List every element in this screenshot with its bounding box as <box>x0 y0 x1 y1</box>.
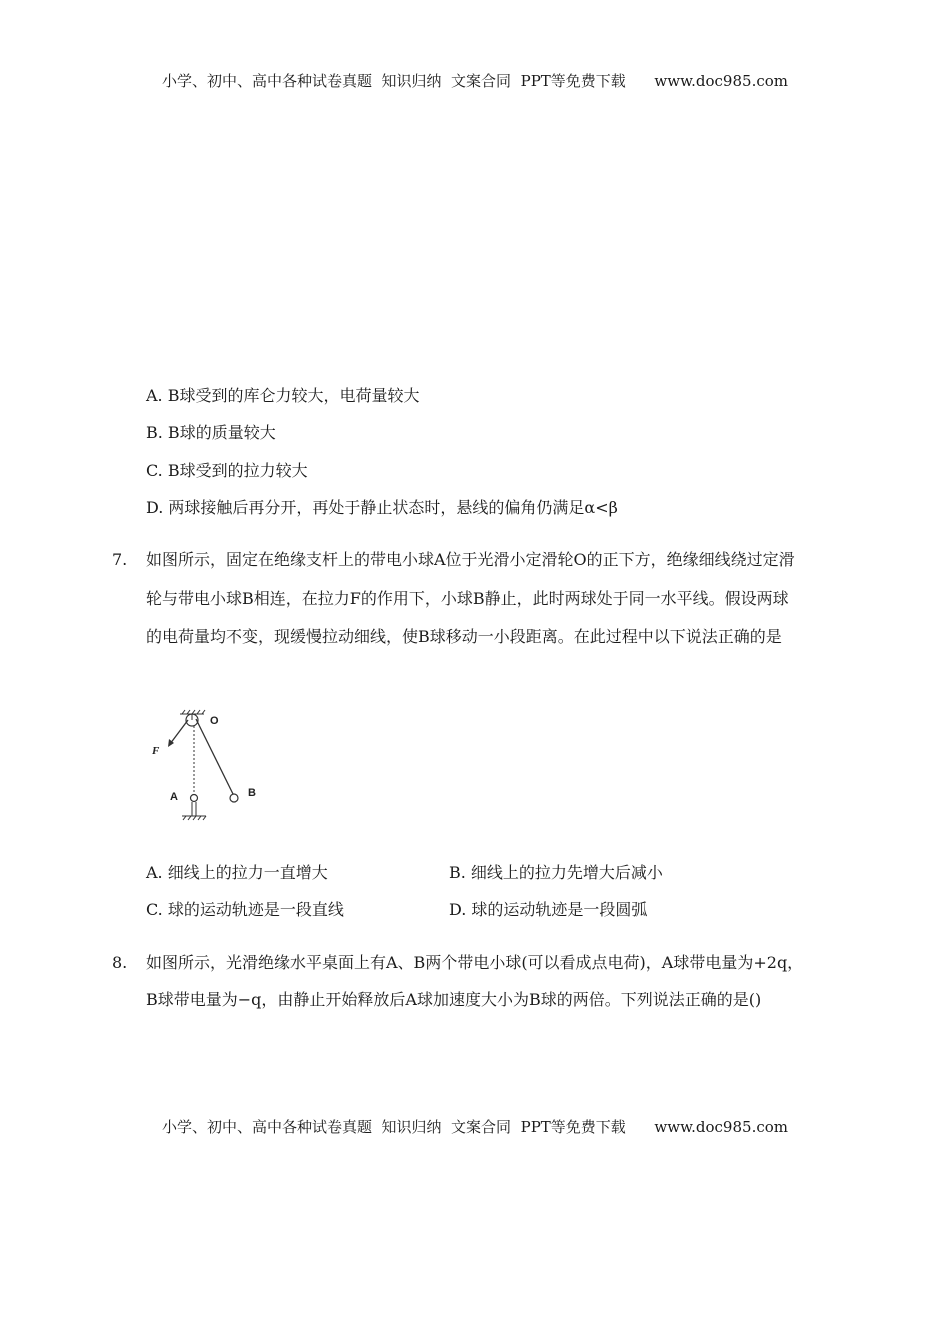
q6-option-a: A. B球受到的库仑力较大，电荷量较大 <box>146 386 420 405</box>
label-b: B <box>248 787 256 799</box>
force-f-line <box>170 720 188 744</box>
q7-stem-line-1: 如图所示，固定在绝缘支杆上的带电小球A位于光滑小定滑轮O的正下方，绝缘细线绕过定滑 <box>146 550 795 569</box>
pulley-diagram <box>144 702 274 828</box>
page-footer: 小学、初中、高中各种试卷真题 知识归纳 文案合同 PPT等免费下载 www.doc985.com <box>161 1118 788 1136</box>
label-f: F <box>152 745 160 757</box>
q8-stem-line-2: B球带电量为−q，由静止开始释放后A球加速度大小为B球的两倍。下列说法正确的是() <box>146 990 762 1009</box>
q7-number: 7. <box>112 550 128 569</box>
q6-option-b: B. B球的质量较大 <box>146 423 276 442</box>
ground-support <box>182 816 206 820</box>
label-o: O <box>210 715 219 727</box>
q8-stem-line-1: 如图所示，光滑绝缘水平桌面上有A、B两个带电小球(可以看成点电荷)，A球带电量为+2q， <box>146 953 804 972</box>
q7-option-d: D. 球的运动轨迹是一段圆弧 <box>449 900 648 919</box>
page-header: 小学、初中、高中各种试卷真题 知识归纳 文案合同 PPT等免费下载 www.doc985.com <box>161 72 788 90</box>
q8-number: 8. <box>112 953 128 972</box>
q6-option-d: D. 两球接触后再分开，再处于静止状态时，悬线的偏角仍满足α<β <box>146 498 618 517</box>
q6-option-c: C. B球受到的拉力较大 <box>146 461 308 480</box>
q7-option-c: C. 球的运动轨迹是一段直线 <box>146 900 344 919</box>
ball-a <box>191 795 198 802</box>
ball-b <box>230 794 238 802</box>
label-a: A <box>170 791 178 803</box>
q7-option-a: A. 细线上的拉力一直增大 <box>146 863 328 882</box>
q7-option-b: B. 细线上的拉力先增大后减小 <box>449 863 663 882</box>
q7-stem-line-2: 轮与带电小球B相连，在拉力F的作用下，小球B静止，此时两球处于同一水平线。假设两球 <box>146 589 789 608</box>
ceiling-support <box>180 710 205 714</box>
string-to-b <box>196 719 233 794</box>
q7-stem-line-3: 的电荷量均不变，现缓慢拉动细线，使B球移动一小段距离。在此过程中以下说法正确的是 <box>146 627 782 646</box>
